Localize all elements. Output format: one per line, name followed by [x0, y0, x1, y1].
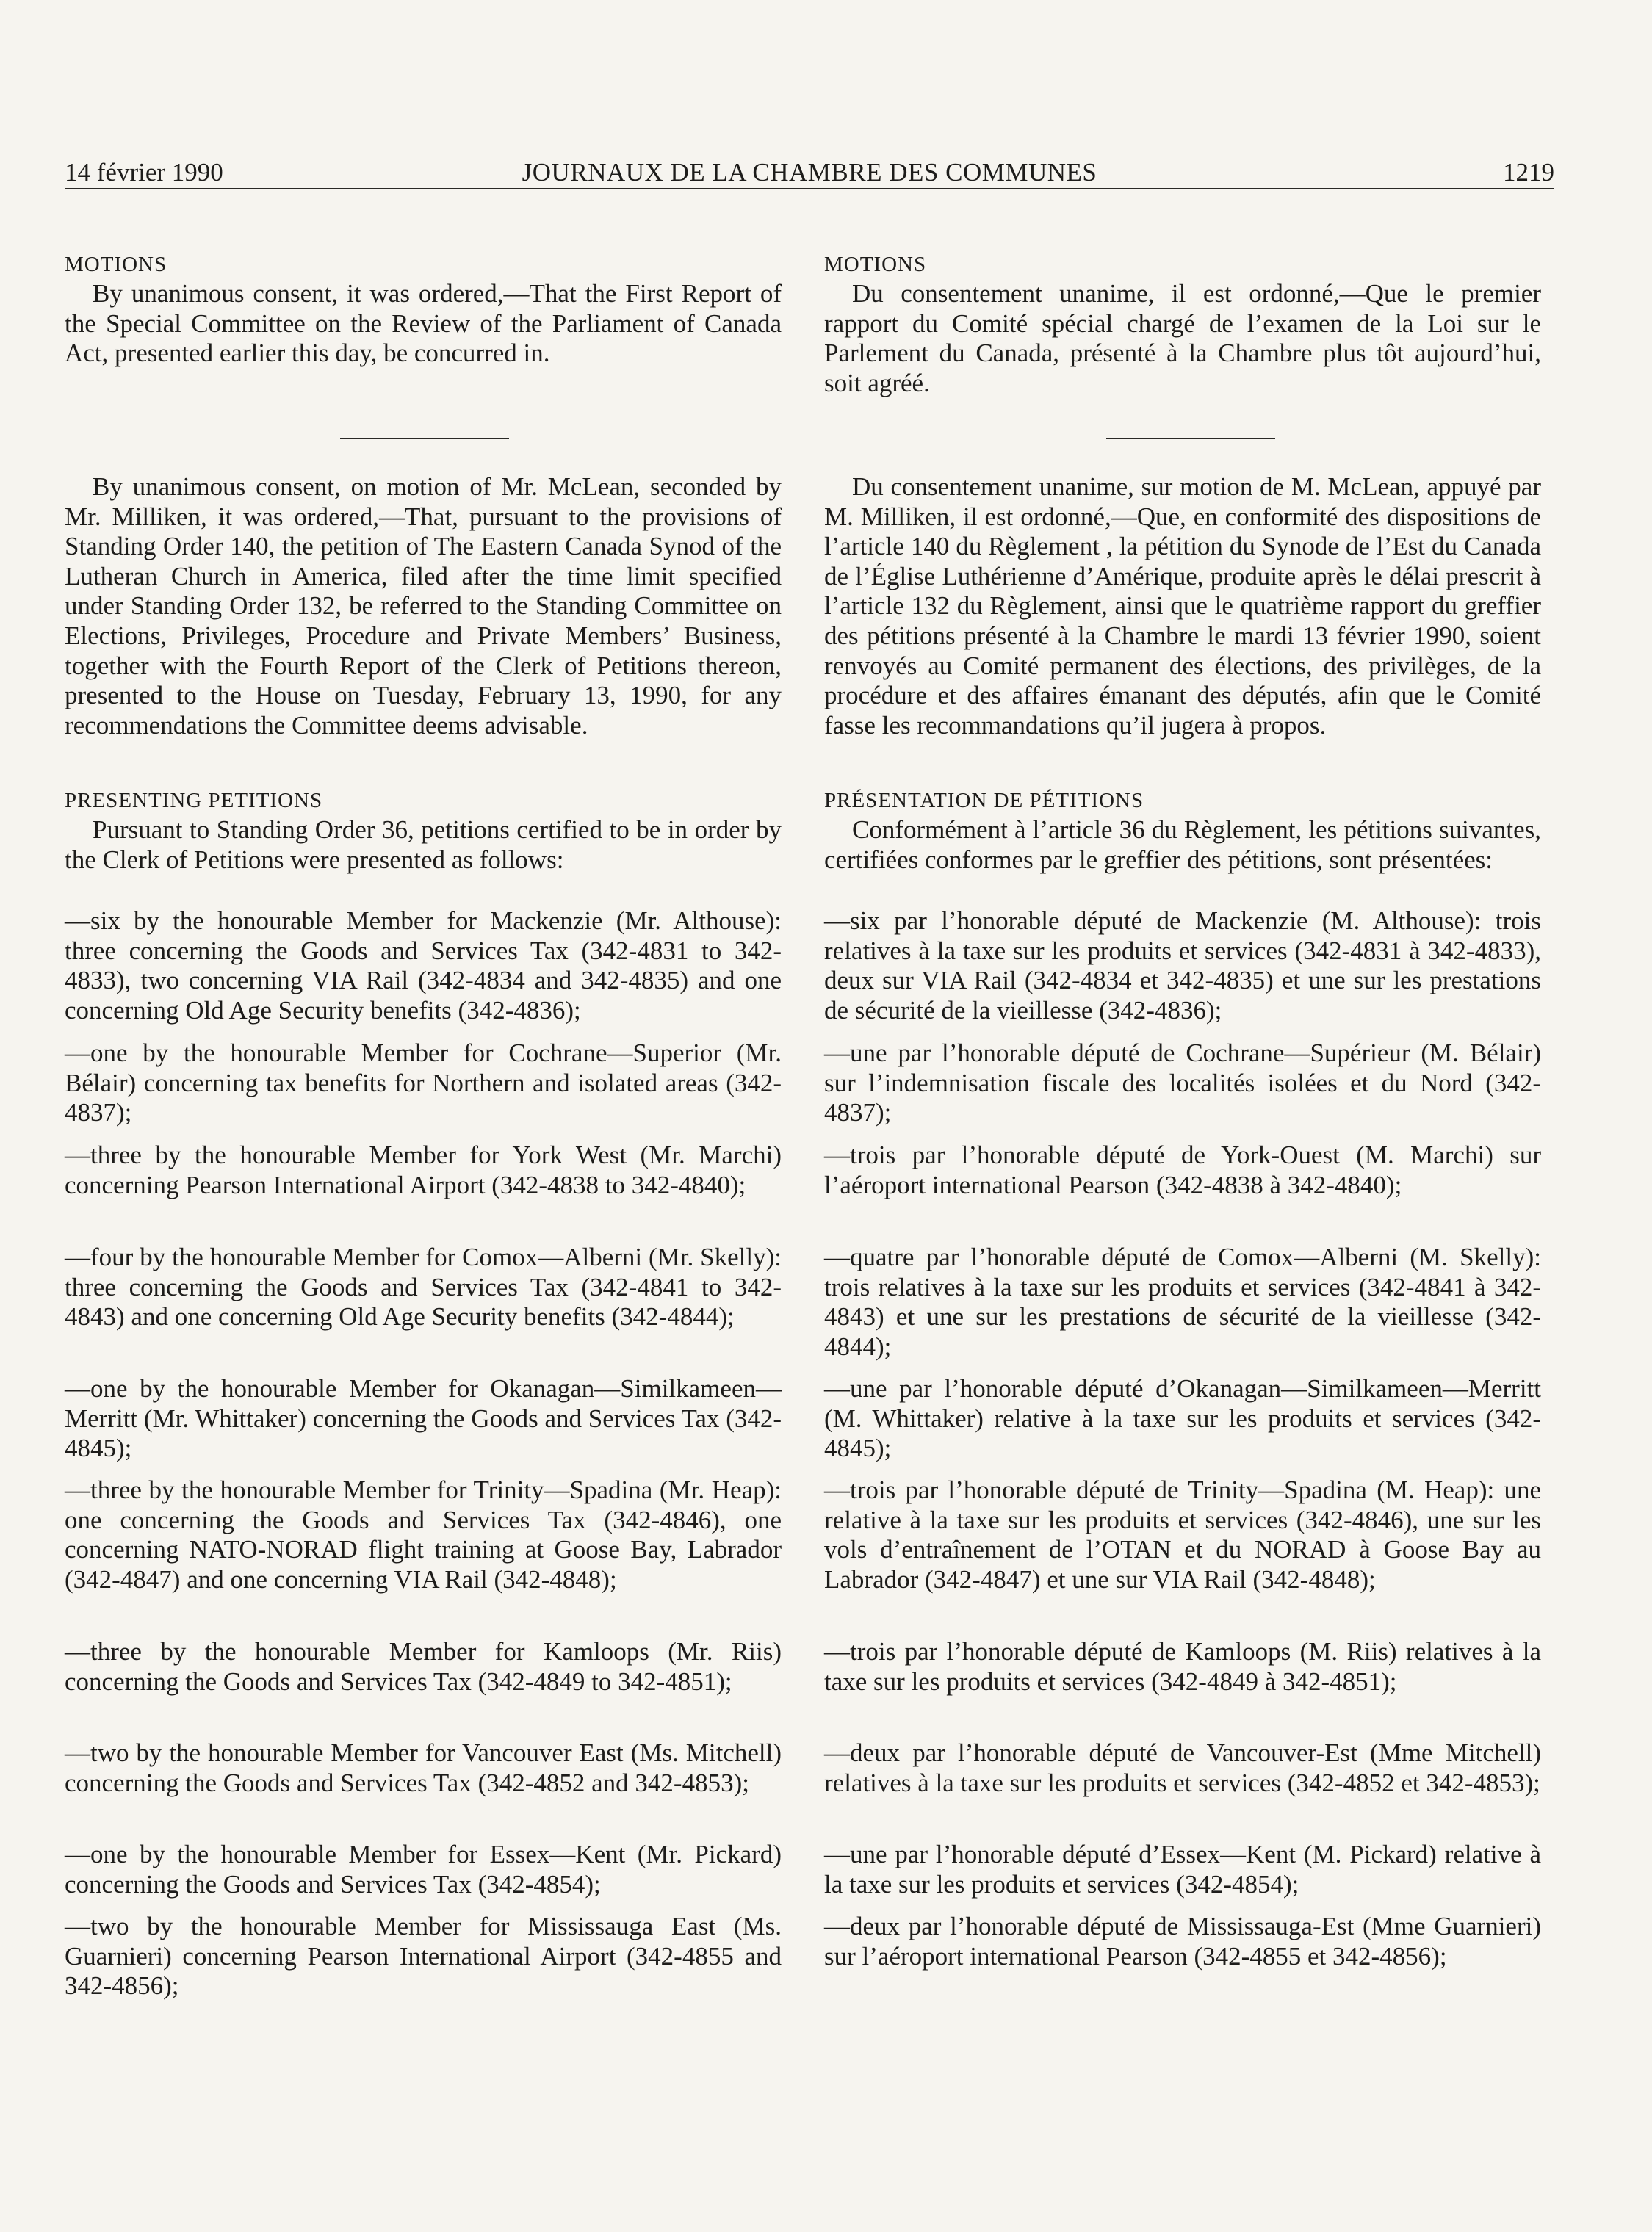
header-date: 14 février 1990 [65, 158, 223, 187]
petitions-intro: Conformément à l’article 36 du Règlement, les pétitions suivantes, certifiées conformes par le greffier des pétitions, sont présentées: [824, 815, 1541, 874]
petition-item: —one by the honourable Member for Cochrane—Superior (Mr. Bélair) concerning tax benefits for Northern and isolated areas (342-4837); [65, 1039, 782, 1127]
petition-item: —four by the honourable Member for Comox—Alberni (Mr. Skelly): three concerning the Goods and Services Tax (342-4841 to 342-4843) and one concerning Old Age Security benefits (342-4844); [65, 1243, 782, 1332]
petition-item: —trois par l’honorable député de Kamloops (M. Riis) relatives à la taxe sur les produits et services (342-4849 à 342-4851); [824, 1637, 1541, 1696]
petition-item: —une par l’honorable député de Cochrane—Supérieur (M. Bélair) sur l’indemnisation fiscale des localités isolées et du Nord (342-4837); [824, 1039, 1541, 1127]
motion-paragraph-1: Du consentement unanime, il est ordonné,—Que le premier rapport du Comité spécial chargé de l’examen de la Loi sur le Parlement du Canada, présenté à la Chambre plus tôt aujourd’hui, soit agréé. [824, 279, 1541, 397]
separator-rule [65, 399, 782, 472]
page-header [65, 157, 1554, 189]
petitions-intro: Pursuant to Standing Order 36, petitions certified to be in order by the Clerk of Petitions were presented as follows: [65, 815, 782, 874]
petition-item: —one by the honourable Member for Okanagan—Similkameen—Merritt (Mr. Whittaker) concerning the Goods and Services Tax (342-4845); [65, 1374, 782, 1463]
petitions-heading: PRÉSENTATION DE PÉTITIONS [824, 789, 1144, 812]
petition-item: —three by the honourable Member for Kamloops (Mr. Riis) concerning the Goods and Services Tax (342-4849 to 342-4851); [65, 1637, 782, 1696]
petition-item: —six by the honourable Member for Mackenzie (Mr. Althouse): three concerning the Goods and Services Tax (342-4831 to 342-4833), two concerning VIA Rail (342-4834 and 342-4835) and one concerning Old Age Security benefits (342-4836); [65, 906, 782, 1025]
petition-item: —two by the honourable Member for Vancouver East (Ms. Mitchell) concerning the Goods and Services Tax (342-4852 and 342-4853); [65, 1738, 782, 1797]
french-column [824, 250, 1541, 2003]
motion-paragraph-2: Du consentement unanime, sur motion de M. McLean, appuyé par M. Milliken, il est ordonné,—Que, en conformité des dispositions de l’article 140 du Règlement , la pétition du Synode de l’Est du Canada de l’Église Luthérienne d’Amérique, produite après le délai prescrit à l’article 132 du Règlement, ainsi que le quatrième rapport du greffier des pétitions présenté à la Chambre le mardi 13 février 1990, soient renvoyés au Comité permanent des élections, des privilèges, de la procédure et des affaires émanant des députés, afin que le Comité fasse les recommandations qu’il jugera à propos. [824, 472, 1541, 740]
petition-item: —deux par l’honorable député de Vancouver-Est (Mme Mitchell) relatives à la taxe sur les produits et services (342-4852 et 342-4853); [824, 1738, 1541, 1797]
motion-paragraph-2: By unanimous consent, on motion of Mr. McLean, seconded by Mr. Milliken, it was ordered,—That, pursuant to the provisions of Standing Order 140, the petition of The Eastern Canada Synod of the Lutheran Church in America, filed after the time limit specified under Standing Order 132, be referred to the Standing Committee on Elections, Privileges, Procedure and Private Members’ Business, together with the Fourth Report of the Clerk of Petitions thereon, presented to the House on Tuesday, February 13, 1990, for any recommendations the Committee deems advisable. [65, 472, 782, 740]
petitions-heading: PRESENTING PETITIONS [65, 789, 323, 812]
petition-item: —trois par l’honorable député de Trinity—Spadina (M. Heap): une relative à la taxe sur les produits et services (342-4846), une sur les vols d’entraînement de l’OTAN et du NORAD à Goose Bay au Labrador (342-4847) et une sur VIA Rail (342-4848); [824, 1476, 1541, 1594]
motion-paragraph-1: By unanimous consent, it was ordered,—That the First Report of the Special Committee on the Review of the Parliament of Canada Act, presented earlier this day, be concurred in. [65, 279, 782, 368]
petition-item: —three by the honourable Member for York West (Mr. Marchi) concerning Pearson International Airport (342-4838 to 342-4840); [65, 1141, 782, 1199]
motions-heading: MOTIONS [65, 253, 167, 276]
petition-item: —deux par l’honorable député de Mississauga-Est (Mme Guarnieri) sur l’aéroport international Pearson (342-4855 et 342-4856); [824, 1912, 1541, 1971]
separator-rule [824, 399, 1541, 472]
petition-item: —trois par l’honorable député de York-Ouest (M. Marchi) sur l’aéroport international Pearson (342-4838 à 342-4840); [824, 1141, 1541, 1199]
header-title: JOURNAUX DE LA CHAMBRE DES COMMUNES [522, 158, 1097, 187]
petition-item: —quatre par l’honorable député de Comox—Alberni (M. Skelly): trois relatives à la taxe sur les produits et services (342-4841 à 342-4843) et une sur les prestations de sécurité de la vieillesse (342-4844); [824, 1243, 1541, 1361]
petition-item: —two by the honourable Member for Mississauga East (Ms. Guarnieri) concerning Pearson International Airport (342-4855 and 342-4856); [65, 1912, 782, 2001]
petition-item: —une par l’honorable député d’Essex—Kent (M. Pickard) relative à la taxe sur les produits et services (342-4854); [824, 1840, 1541, 1899]
petition-item: —one by the honourable Member for Essex—Kent (Mr. Pickard) concerning the Goods and Services Tax (342-4854); [65, 1840, 782, 1899]
page-number: 1219 [1503, 158, 1554, 187]
petition-item: —three by the honourable Member for Trinity—Spadina (Mr. Heap): one concerning the Goods and Services Tax (342-4846), one concerning NATO-NORAD flight training at Goose Bay, Labrador (342-4847) and one concerning VIA Rail (342-4848); [65, 1476, 782, 1594]
petition-item: —six par l’honorable député de Mackenzie (M. Althouse): trois relatives à la taxe sur les produits et services (342-4831 à 342-4833), deux sur VIA Rail (342-4834 et 342-4835) et une sur les prestations de sécurité de la vieillesse (342-4836); [824, 906, 1541, 1025]
motions-heading: MOTIONS [824, 253, 927, 276]
english-column [65, 250, 782, 2003]
petition-item: —une par l’honorable député d’Okanagan—Similkameen—Merritt (M. Whittaker) relative à la taxe sur les produits et services (342-4845); [824, 1374, 1541, 1463]
